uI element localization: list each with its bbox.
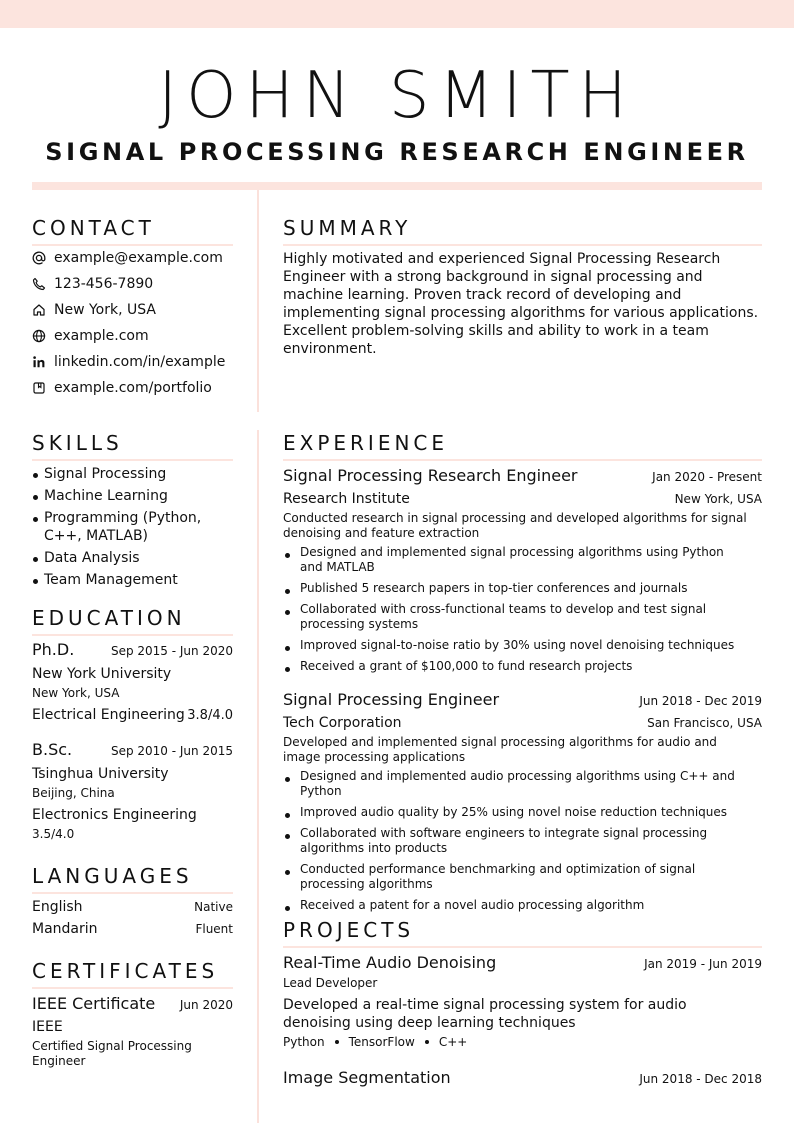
- contact-email[interactable]: [32, 248, 223, 268]
- languages-heading: LANGUAGES: [32, 864, 233, 894]
- education-location: Beijing, China: [32, 786, 115, 800]
- portfolio-icon: [32, 381, 46, 395]
- header-divider: [32, 182, 762, 190]
- contact-location: [32, 300, 156, 320]
- education-gpa: 3.5/4.0: [32, 827, 75, 841]
- project-dates: Jan 2019 - Jun 2019: [644, 957, 762, 971]
- project-name: Image Segmentation: [283, 1068, 451, 1087]
- project-2-header: [283, 1068, 762, 1088]
- skill-item: Signal Processing: [32, 465, 237, 483]
- contact-heading: CONTACT: [32, 216, 233, 246]
- contact-phone-label: 123-456-7890: [54, 276, 154, 292]
- contact-website-label: example.com: [54, 328, 149, 344]
- skill-item: Machine Learning: [32, 487, 237, 505]
- tech-tag: Python: [283, 1035, 325, 1049]
- job-location: San Francisco, USA: [647, 716, 762, 730]
- job-bullet: Designed and implemented signal processing algorithms using Python and MATLAB: [283, 545, 745, 575]
- job-company: Tech Corporation: [283, 715, 402, 731]
- certificate-name: IEEE Certificate: [32, 994, 156, 1013]
- tech-tag: TensorFlow: [348, 1035, 415, 1049]
- language-level: Native: [194, 900, 233, 914]
- contact-website[interactable]: [32, 326, 149, 346]
- certificates-heading: CERTIFICATES: [32, 959, 233, 989]
- job-description: Developed and implemented signal processing algorithms for audio and image processing applications: [283, 735, 717, 764]
- at-icon: [32, 251, 46, 265]
- education-entry-2-header: [32, 740, 233, 760]
- contact-linkedin-label: linkedin.com/in/example: [54, 354, 226, 370]
- candidate-name: JOHN SMITH: [158, 59, 636, 133]
- summary-heading: SUMMARY: [283, 216, 762, 246]
- job-company: Research Institute: [283, 491, 410, 507]
- contact-phone[interactable]: [32, 274, 153, 294]
- education-entry-1-header: [32, 640, 233, 660]
- job-bullet: Designed and implemented audio processing algorithms using C++ and Python: [283, 769, 745, 799]
- skill-item: Data Analysis: [32, 549, 237, 567]
- separator-dot: [425, 1040, 429, 1044]
- skill-item: Team Management: [32, 571, 237, 589]
- job-bullet: Received a patent for a novel audio processing algorithm: [283, 898, 745, 913]
- contact-portfolio-label: example.com/portfolio: [54, 380, 212, 396]
- skills-heading: SKILLS: [32, 431, 233, 461]
- home-icon: [32, 303, 46, 317]
- job-bullet: Published 5 research papers in top-tier conferences and journals: [283, 581, 745, 596]
- skills-list: [32, 465, 237, 593]
- project-1-header: [283, 953, 762, 973]
- job-description: Conducted research in signal processing and developed algorithms for signal denoising and feature extraction: [283, 511, 747, 540]
- education-field: Electrical Engineering: [32, 707, 185, 723]
- education-heading: EDUCATION: [32, 606, 233, 636]
- job-dates: Jun 2018 - Dec 2019: [639, 694, 762, 708]
- experience-heading: EXPERIENCE: [283, 431, 762, 461]
- job-bullet: Improved signal-to-noise ratio by 30% using novel denoising techniques: [283, 638, 745, 653]
- contact-location-label: New York, USA: [54, 302, 156, 318]
- separator-dot: [335, 1040, 339, 1044]
- education-school: Tsinghua University: [32, 766, 169, 782]
- project-tech-list: [283, 1035, 467, 1049]
- education-entry-1-field: [32, 706, 233, 725]
- job-2-company-row: [283, 714, 762, 732]
- education-degree: B.Sc.: [32, 740, 73, 759]
- job-1-header: [283, 466, 762, 486]
- column-divider-bottom: [257, 430, 259, 1123]
- projects-heading: PROJECTS: [283, 918, 762, 948]
- phone-icon: [32, 277, 46, 291]
- education-dates: Sep 2015 - Jun 2020: [110, 644, 233, 658]
- top-accent-band: [0, 0, 794, 28]
- job-2-header: [283, 690, 762, 710]
- language-level: Fluent: [195, 922, 233, 936]
- globe-icon: [32, 329, 46, 343]
- skill-item: Programming (Python, C++, MATLAB): [32, 509, 237, 545]
- column-divider-top: [257, 190, 259, 412]
- education-field: Electronics Engineering: [32, 807, 197, 823]
- job-dates: Jan 2020 - Present: [652, 470, 762, 484]
- contact-portfolio[interactable]: [32, 378, 212, 398]
- project-role: Lead Developer: [283, 976, 378, 990]
- job-bullet: Received a grant of $100,000 to fund research projects: [283, 659, 745, 674]
- language-name: Mandarin: [32, 921, 98, 937]
- contact-linkedin[interactable]: [32, 352, 225, 372]
- certificate-header: [32, 994, 233, 1014]
- job-title: Signal Processing Research Engineer: [283, 466, 578, 485]
- summary-text: Highly motivated and experienced Signal Processing Research Engineer with a strong background in signal processing and machine learning. Proven track record of developing and implementing signal processing algorithms for various applications. Excellent problem-solving skills and ability to work in a team environment.: [283, 251, 759, 357]
- language-name: English: [32, 899, 83, 915]
- job-bullet: Improved audio quality by 25% using novel noise reduction techniques: [283, 805, 745, 820]
- education-location: New York, USA: [32, 686, 120, 700]
- education-gpa: 3.8/4.0: [187, 708, 233, 723]
- tech-tag: C++: [438, 1035, 468, 1049]
- project-name: Real-Time Audio Denoising: [283, 953, 497, 972]
- job-2-bullets: [283, 769, 745, 919]
- job-bullet: Collaborated with software engineers to integrate signal processing algorithms into products: [283, 826, 745, 856]
- job-title: Signal Processing Engineer: [283, 690, 500, 709]
- job-location: New York, USA: [674, 492, 762, 506]
- job-1-bullets: [283, 545, 745, 680]
- candidate-role: SIGNAL PROCESSING RESEARCH ENGINEER: [45, 138, 749, 166]
- education-school: New York University: [32, 666, 172, 682]
- contact-email-label: example@example.com: [54, 250, 223, 266]
- education-dates: Sep 2010 - Jun 2015: [110, 744, 233, 758]
- education-degree: Ph.D.: [32, 640, 75, 659]
- language-row: [32, 920, 233, 938]
- certificate-date: Jun 2020: [179, 998, 233, 1012]
- job-bullet: Collaborated with cross-functional teams to develop and test signal processing systems: [283, 602, 745, 632]
- project-description: Developed a real-time signal processing system for audio denoising using deep learning techniques: [283, 997, 687, 1031]
- project-dates: Jun 2018 - Dec 2018: [639, 1072, 762, 1086]
- job-1-company-row: [283, 490, 762, 508]
- certificate-issuer: IEEE: [32, 1019, 63, 1035]
- job-bullet: Conducted performance benchmarking and optimization of signal processing algorithms: [283, 862, 745, 892]
- language-row: [32, 898, 233, 916]
- certificate-description: Certified Signal Processing Engineer: [32, 1039, 192, 1068]
- linkedin-icon: [32, 355, 46, 369]
